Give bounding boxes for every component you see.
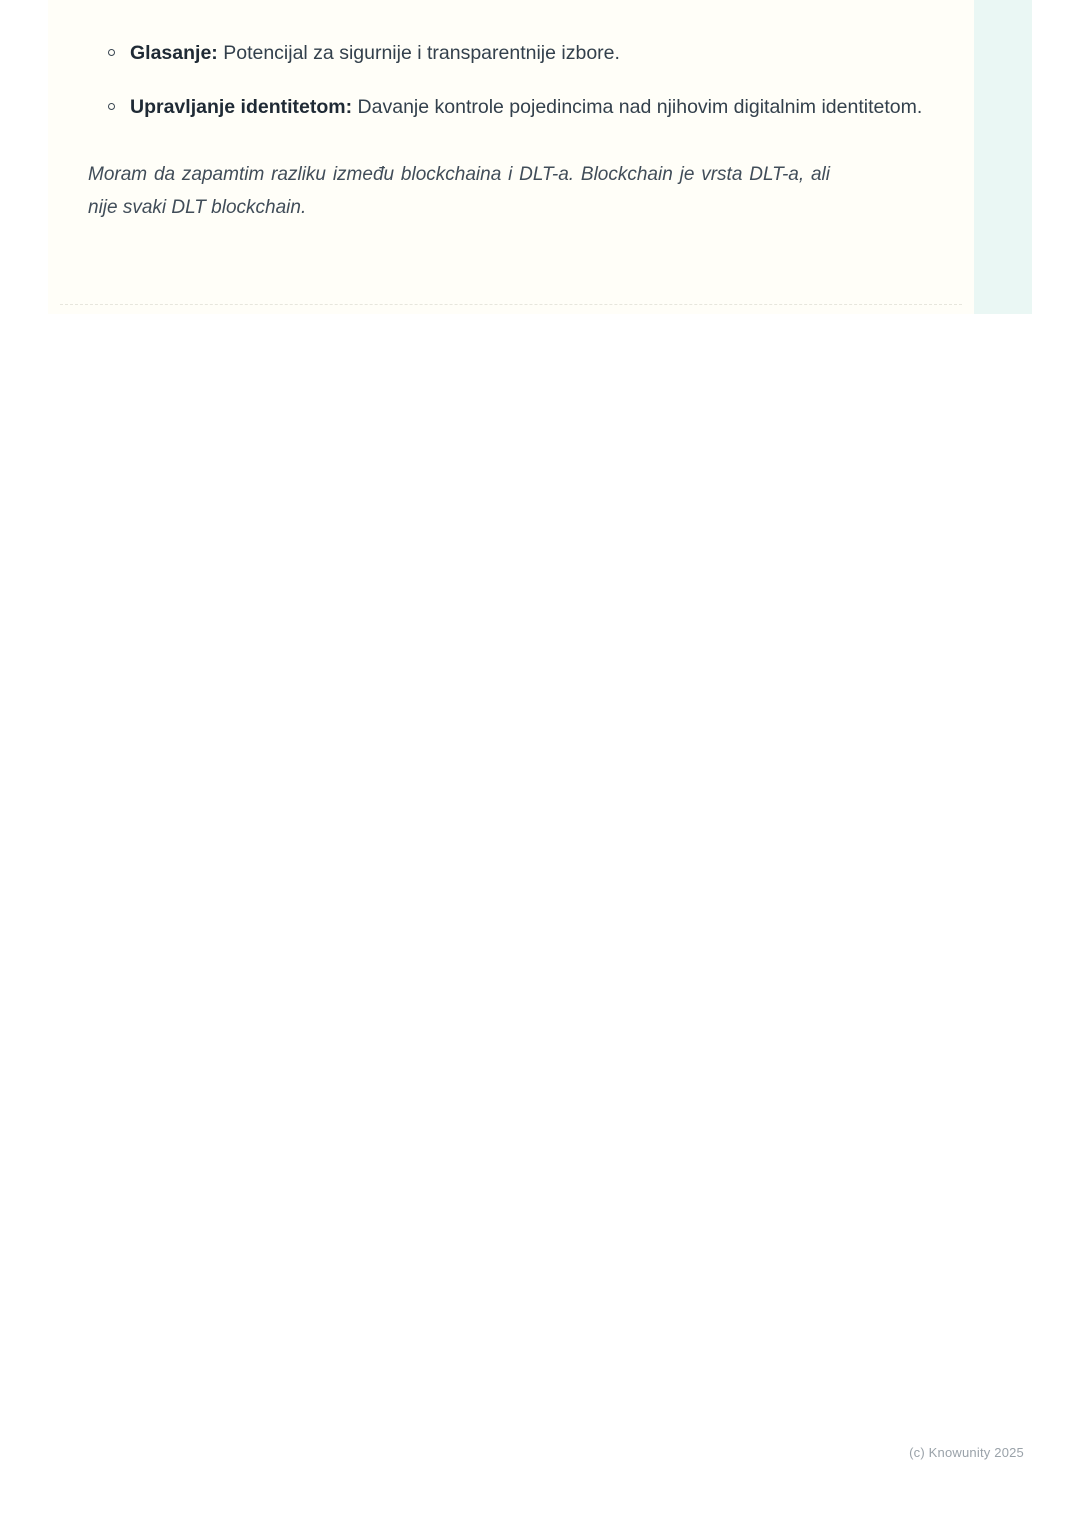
note-paragraph: Moram da zapamtim razliku između blockchaina i DLT-a. Blockchain je vrsta DLT-a, ali nije svaki DLT blockchain. <box>88 164 830 218</box>
list-item-term: Glasanje: <box>130 42 218 64</box>
list-item <box>88 38 934 70</box>
list-item-term: Upravljanje identitetom: <box>130 95 353 118</box>
content-card <box>48 0 1032 314</box>
footer-copyright: (c) Knowunity 2025 <box>909 1445 1024 1460</box>
card-accent-column <box>974 0 1032 314</box>
bullet-circle-icon <box>108 49 115 56</box>
card-body <box>48 0 974 225</box>
list-item-text: Davanje kontrole pojedincima nad njihovim digitalnim identitetom. <box>352 95 923 118</box>
bullet-circle-icon <box>108 103 115 110</box>
list-item-text: Potencijal za sigurnije i transparentnije izbore. <box>217 42 620 64</box>
bullet-list <box>88 38 934 123</box>
card-divider <box>60 304 962 306</box>
list-item <box>88 92 934 124</box>
